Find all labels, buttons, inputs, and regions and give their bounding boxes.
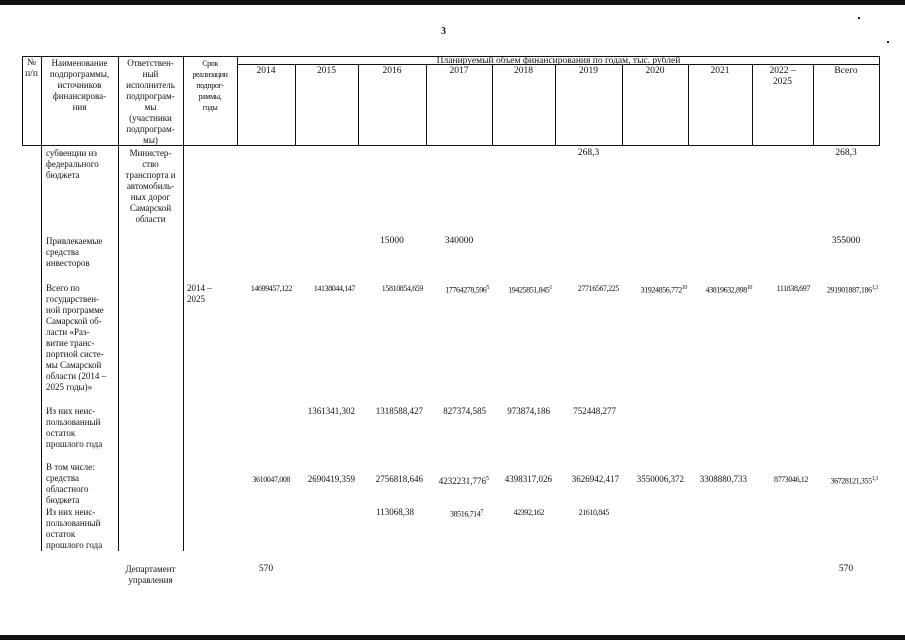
scan-bottom-border xyxy=(0,635,905,640)
col-line xyxy=(41,56,42,551)
row5-2020: 3550006,372 xyxy=(636,474,684,484)
row5-2022: 8773046,12 xyxy=(773,475,808,484)
row2-2017: 340000 xyxy=(444,236,474,246)
row4-2015: 1361341,302 xyxy=(307,406,355,416)
row3-2018-footnote: 1 xyxy=(549,285,552,291)
header-planned: Планируемый объем финансирования по годам, тыс. рублей xyxy=(436,56,681,66)
row3-2016: 15810854,659 xyxy=(381,284,423,293)
row3-2017-footnote: 5 xyxy=(486,285,489,291)
row2-total: 355000 xyxy=(831,236,861,246)
row4-2016: 1318588,427 xyxy=(375,406,423,416)
row3-2015: 14138044,147 xyxy=(313,284,355,293)
row6-2018: 42392,162 xyxy=(513,508,544,517)
header-executor: Ответствен- ный исполнитель подпрограм- мы (участники подпрограм- мы) xyxy=(126,58,175,145)
year-2014: 2014 xyxy=(256,66,276,76)
row5-total-value: 36728121,355 xyxy=(830,476,872,486)
row5-2016: 2756818,646 xyxy=(375,474,423,484)
row3-2022: 111838,697 xyxy=(776,284,810,293)
scan-speck xyxy=(858,17,860,19)
row3-term: 2014 – 2025 xyxy=(187,283,212,304)
row3-2018-value: 19425851,845 xyxy=(508,285,550,295)
year-2016: 2016 xyxy=(382,66,402,76)
row6-2016: 113068,38 xyxy=(376,507,414,517)
row5-2017-footnote: 5 xyxy=(486,476,489,482)
row2-2016: 15000 xyxy=(380,236,404,246)
year-2020: 2020 xyxy=(645,66,665,76)
scan-speck xyxy=(887,41,889,43)
scan-top-border xyxy=(0,0,905,5)
row1-total: 268,3 xyxy=(835,148,857,158)
row4-2019: 752448,277 xyxy=(573,406,616,416)
row5-2021: 3308880,733 xyxy=(699,474,747,484)
row6-2017-footnote: 7 xyxy=(480,509,483,515)
row3-total-value: 291901887,186 xyxy=(826,285,872,295)
row5-total-footnote: 1,3 xyxy=(871,476,878,482)
row3-2020-value: 31924856,772 xyxy=(640,285,682,295)
col-line xyxy=(879,56,880,146)
row1-executor: Министер- ство транспорта и автомобиль- ных дорог Самарской области xyxy=(125,148,176,224)
row3-2021-value: 43819632,898 xyxy=(705,285,747,295)
header-name: Наименование подпрограммы, источников финансирова- ния xyxy=(49,58,110,112)
row3-name: Всего по государствен- ной программе Самарской об- ласти «Раз- витие транс- портной систе- мы Самарской области (2014 – 2025 годы)» xyxy=(46,283,107,392)
year-2021: 2021 xyxy=(710,66,730,76)
row7-total: 570 xyxy=(838,564,854,574)
year-2015: 2015 xyxy=(317,66,336,76)
row6-2017 xyxy=(420,507,483,520)
year-2018: 2018 xyxy=(514,66,533,76)
row3-total-footnote: 1,3 xyxy=(871,285,878,291)
col-line xyxy=(183,56,184,551)
row3-2017 xyxy=(420,283,489,296)
row5-2017-value: 4232231,776 xyxy=(438,476,486,486)
row3-2021-footnote: 10 xyxy=(746,285,752,291)
row3-2014: 14699457,122 xyxy=(250,284,292,293)
row3-2018 xyxy=(484,283,552,296)
row5-2014: 3610047,008 xyxy=(252,475,290,484)
row5-2018: 4398317,026 xyxy=(504,474,552,484)
header-num: № п/п xyxy=(25,58,38,79)
row7-executor: Департамент управления xyxy=(125,564,176,585)
row7-2014: 570 xyxy=(258,564,274,574)
row3-2021 xyxy=(683,283,752,296)
row1-name: субвенции из федерального бюджета xyxy=(46,148,99,180)
row5-name: В том числе: средства областного бюджета xyxy=(46,462,95,505)
row3-2020-footnote: 10 xyxy=(681,285,687,291)
row6-name: Из них неис- пользованный остаток прошлого года xyxy=(46,507,103,550)
row2-name: Привлекаемые средства инвесторов xyxy=(46,236,103,268)
row3-2020 xyxy=(618,283,687,296)
year-2022-2025: 2022 – 2025 xyxy=(769,66,796,87)
row5-2015: 2690419,359 xyxy=(307,474,355,484)
row1-2019: 268,3 xyxy=(577,148,600,158)
year-total: Всего xyxy=(834,66,858,76)
year-2017: 2017 xyxy=(449,66,469,76)
row4-2017: 827374,585 xyxy=(443,406,486,416)
row4-2018: 973874,186 xyxy=(507,406,550,416)
row3-2019: 27716567,225 xyxy=(577,284,619,293)
header-term: Срок реализации подпрог- раммы, годы xyxy=(192,59,228,112)
row6-2017-value: 38516,714 xyxy=(449,509,481,519)
row5-2019: 3626942,417 xyxy=(571,474,619,484)
row5-total xyxy=(808,474,878,487)
row4-name: Из них неис- пользованный остаток прошлого года xyxy=(46,406,103,449)
page-number: 3 xyxy=(441,26,446,37)
row6-2019: 21610,845 xyxy=(578,508,609,517)
year-2019: 2019 xyxy=(579,66,598,76)
row3-2017-value: 17764278,596 xyxy=(445,285,487,295)
row5-2017 xyxy=(420,474,489,487)
row3-total xyxy=(808,283,878,296)
